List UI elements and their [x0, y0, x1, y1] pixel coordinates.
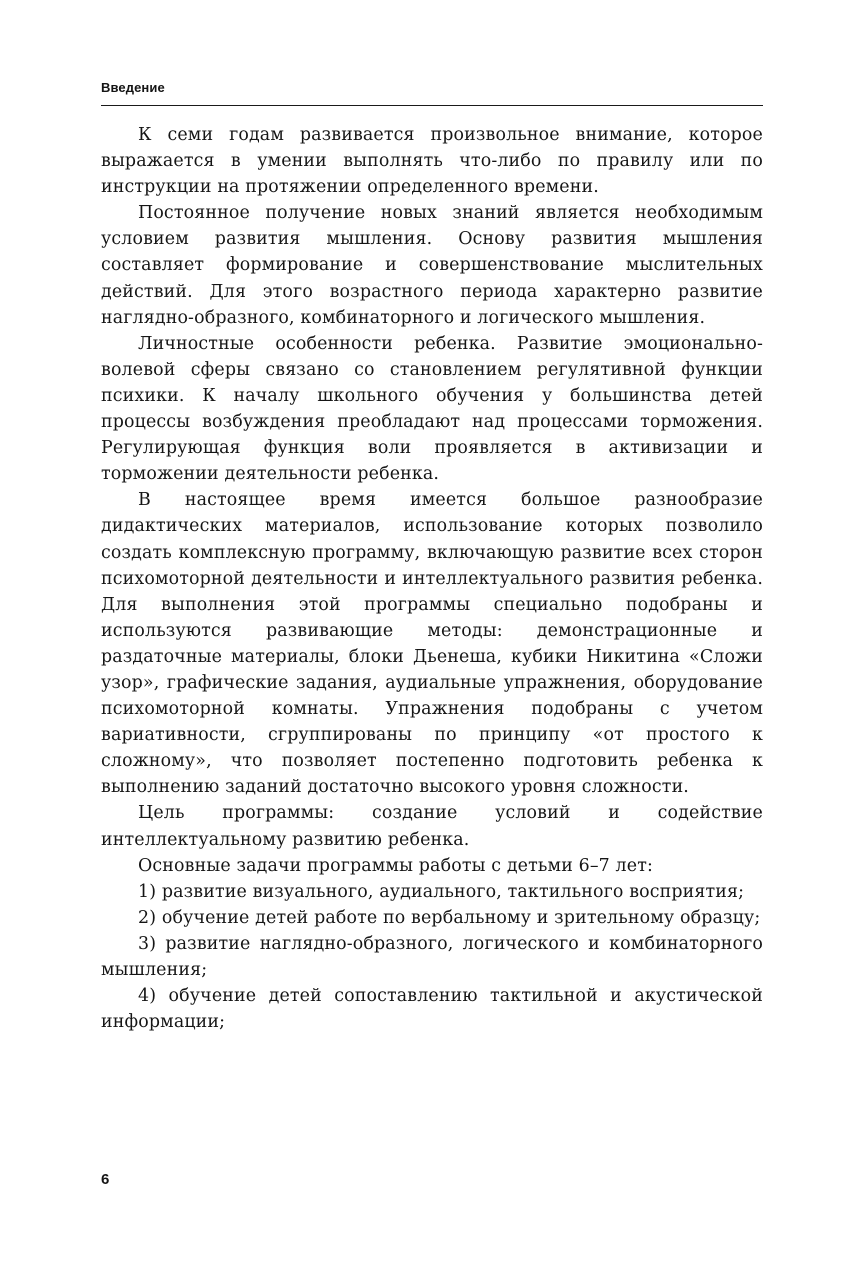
- task-item-3: 3) развитие наглядно-образного, логического и комбинаторного мышления;: [101, 933, 763, 980]
- paragraph-thinking: Постоянное получение новых знаний является необходимым условием развития мышления. Основу развития мышления составляет формирование и совершенствование мыслительных действий. Для этого возрастного периода характерно развитие наглядно-образного, комбинаторного и логического мышления.: [101, 203, 763, 328]
- paragraph-attention: К семи годам развивается произвольное внимание, которое выражается в умении выполнять что-либо по правилу или по инструкции на протяжении определенного времени.: [101, 125, 763, 198]
- paragraph-personality: Личностные особенности ребенка. Развитие эмоционально-волевой сферы связано со становлением регулятивной функции психики. К началу школьного обучения у большинства детей процессы возбуждения преобладают над процессами торможения. Регулирующая функция воли проявляется в активизации и торможении деятельности ребенка.: [101, 333, 763, 485]
- paragraph-materials: В настоящее время имеется большое разнообразие дидактических материалов, использование которых позволило создать комплексную программу, включающую развитие всех сторон психомоторной деятельности и интеллектуального развития ребенка. Для выполнения этой программы специально подобраны и используются развивающие методы: демонстрационные и раздаточные материалы, блоки Дьенеша, кубики Никитина «Сложи узор», графические задания, аудиальные упражнения, оборудование психомоторной комнаты. Упражнения подобраны с учетом вариативности, сгруппированы по принципу «от простого к сложному», что позволяет постепенно подготовить ребенка к выполнению заданий достаточно высокого уровня сложности.: [101, 490, 763, 798]
- page-number: 6: [101, 1171, 110, 1188]
- running-head: Введение: [101, 80, 165, 95]
- task-item-2: 2) обучение детей работе по вербальному и зрительному образцу;: [138, 907, 761, 928]
- paragraph-goal: Цель программы: создание условий и содействие интеллектуальному развитию ребенка.: [101, 803, 763, 850]
- header-rule: [101, 105, 763, 106]
- page-body: [101, 122, 763, 1035]
- task-item-1: 1) развитие визуального, аудиального, тактильного восприятия;: [138, 881, 745, 902]
- task-item-4: 4) обучение детей сопоставлению тактильной и акустической информации;: [101, 986, 763, 1033]
- paragraph-tasks-intro: Основные задачи программы работы с детьми 6–7 лет:: [138, 855, 653, 876]
